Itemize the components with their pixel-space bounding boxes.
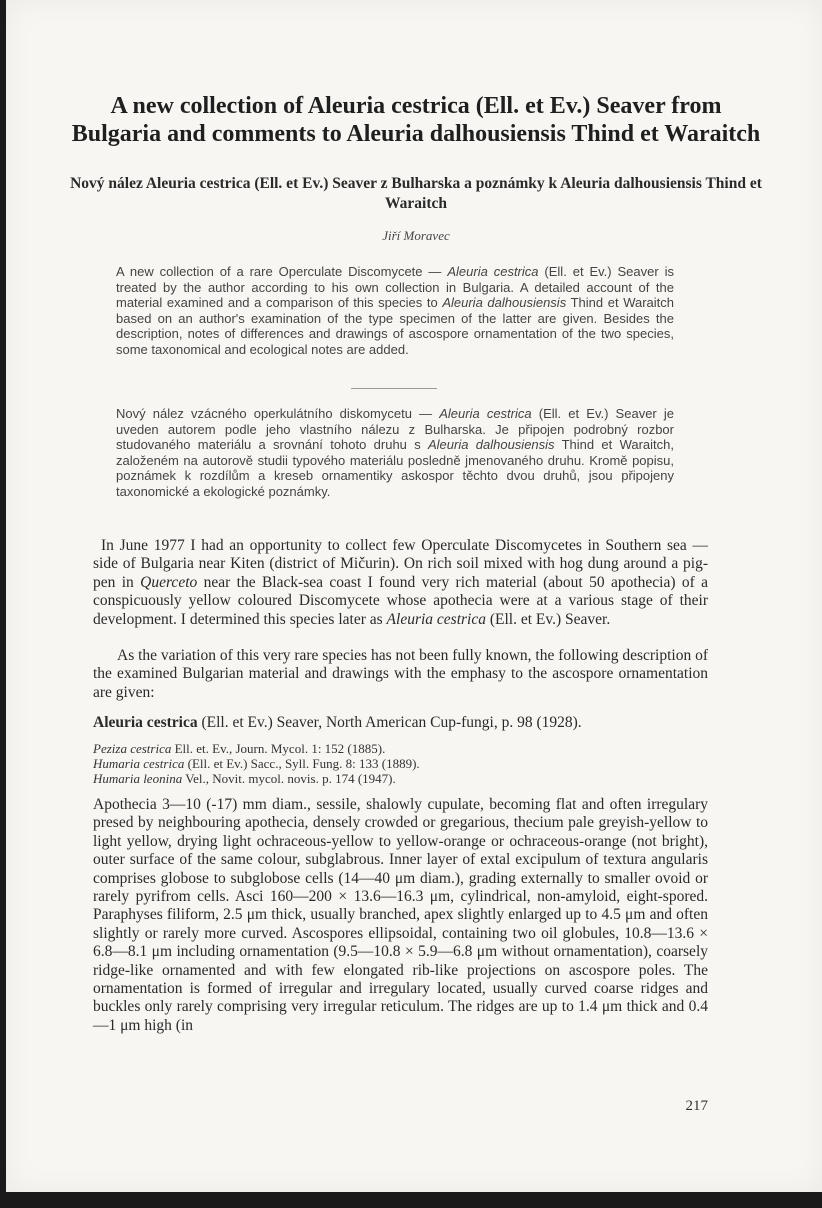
author-name: Jiří Moravec: [382, 228, 450, 243]
species-heading-name: Aleuria cestrica: [93, 714, 198, 731]
species-name: Aleuria cestrica: [386, 610, 486, 628]
abstract-english: A new collection of a rare Operculate Discomycete — Aleuria cestrica (Ell. et Ev.) Seaver is treated by the author according to his own collection in Bulgaria. A detailed account of the material examined and a comparison of this species to Aleuria dalhousiensis Thind et Waraitch based on an author's examination of the type specimen of the latter are given. Besides the description, notes of differences and drawings of ascospore ornamentation of the two species, some taxonomical and ecological notes are added.: [116, 264, 675, 357]
synonym-item: Peziza cestrica Ell. et. Ev., Journ. Mycol. 1: 152 (1885).: [93, 741, 386, 756]
journal-page: [6, 0, 822, 1192]
species-name: Aleuria cestrica: [447, 264, 539, 279]
species-name: Aleuria dalhousiensis: [428, 437, 555, 453]
section-divider: [351, 388, 437, 389]
synonym-list: [93, 741, 708, 786]
species-description: Apothecia 3—10 (-17) mm diam., sessile, shalowly cupulate, becoming flat and often irregulary presed by neighbouring apothecia, densely crowded or gregarious, thecium pale greyish-yellow to light yellow, drying light ochraceous-yellow to yellow-orange or ochraceous-orange (not bright), outer surface of the same colour, subglabrous. Inner layer of extal excipulum of textura angularis comprises globose to subglobose cells (14—40 μm diam.), grading externally to smaller ovoid or rarely pyrifrom cells. Asci 160—200 × 13.6—16.3 μm, cylindrical, non-amyloid, eight-spored. Paraphyses filiform, 2.5 μm thick, usually branched, apex slightly enlarged up to 4.5 μm and often slightly or rarely more curved. Ascospores ellipsoidal, containing two oil globules, 10.8—13.6 × 6.8—8.1 μm including ornamentation (9.5—10.8 × 5.9—6.8 μm without ornamentation), coarsely ridge-like ornamented and with few elongated rib-like projections on ascospore poles. The ornamentation is formed of irregular and irregulary located, usually curved coarse ridges and buckles only rarely comprising very irregular reticulum. The ridges are up to 1.4 μm thick and 0.4—1 μm high (in: [93, 796, 708, 1034]
synonym-item: Humaria leonina Vel., Novit. mycol. novis. p. 174 (1947).: [93, 771, 396, 786]
second-paragraph: As the variation of this very rare species has not been fully known, the following description of the examined Bulgarian material and drawings with the emphasy to the ascospore ornamentation are given:: [93, 647, 709, 701]
habitat-name: Querceto: [140, 573, 198, 591]
species-name: Aleuria dalhousiensis: [442, 295, 567, 311]
species-heading: Aleuria cestrica (Ell. et Ev.) Seaver, North American Cup-fungi, p. 98 (1928).: [93, 714, 582, 731]
synonym-item: Humaria cestrica (Ell. et Ev.) Sacc., Syll. Fung. 8: 133 (1889).: [93, 756, 420, 771]
species-name: Aleuria cestrica: [439, 406, 532, 421]
article-title: A new collection of Aleuria cestrica (Ell. et Ev.) Seaver from Bulgaria and comments to Aleuria dalhousiensis Thind et Waraitch: [71, 93, 761, 147]
page-number: 217: [685, 1098, 708, 1114]
article-subtitle: Nový nález Aleuria cestrica (Ell. et Ev.) Seaver z Bulharska a poznámky k Aleuria dalhousiensis Thind et Waraitch: [70, 175, 762, 212]
abstract-czech: Nový nález vzácného operkulátního diskomycetu — Aleuria cestrica (Ell. et Ev.) Seaver je uveden autorem podle jeho vlastního nálezu z Bulharska. Je připojen podrobný rozbor studovaného materiálu a srovnání tohoto druhu s Aleuria dalhousiensis Thind et Waraitch, založeném na autorově studii typového materiálu posledně jmenovaného druhu. Kromě popisu, poznámek k rozdílům a kreseb ornamentiky askospor těchto dvou druhů, jsou připojeny taxonomické a ekologické poznámky.: [116, 406, 675, 499]
intro-paragraph: In June 1977 I had an opportunity to collect few Operculate Discomycetes in Southern sea — side of Bulgaria near Kiten (district of Mičurin). On rich soil mixed with hog dung around a pig-pen in Querceto near the Black-sea coast I found very rich material (about 50 apothecia) of a conspicuously yellow coloured Discomycete whose apothecia were at a various stage of their development. I determined this species later as Aleuria cestrica (Ell. et Ev.) Seaver.: [93, 537, 709, 628]
